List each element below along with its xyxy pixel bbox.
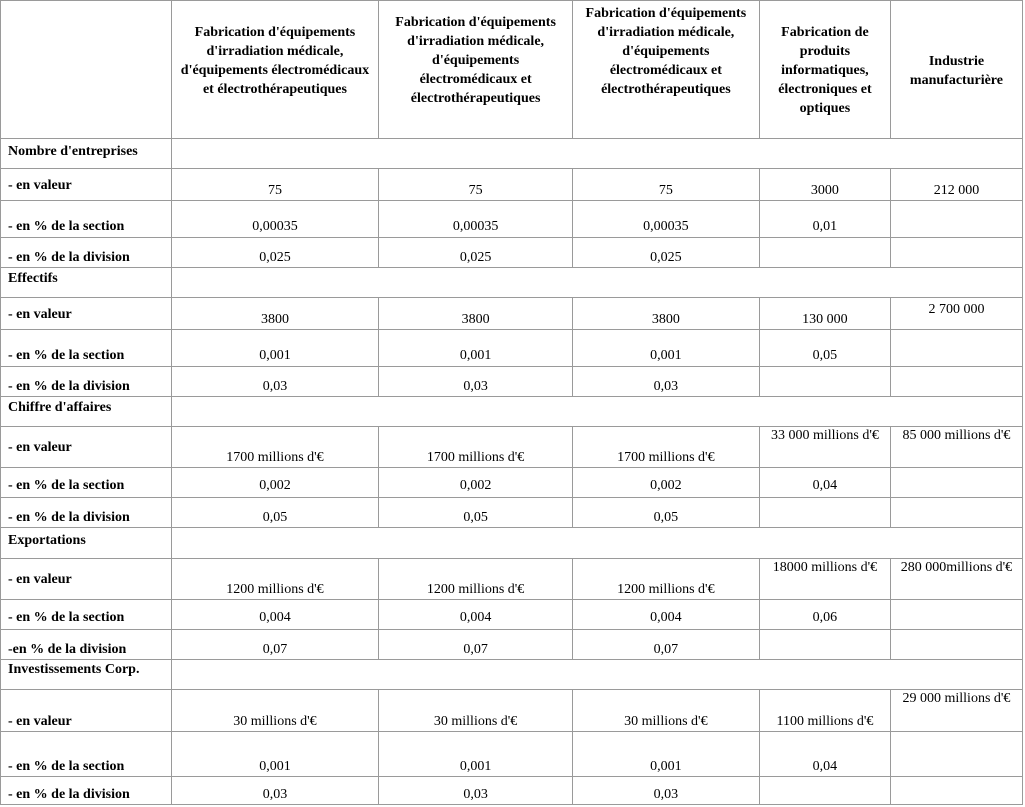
table-cell: 0,00035 [379,201,572,238]
section-spacer [171,139,1023,169]
table-cell: 0,04 [759,732,890,777]
table-cell: 18000 millions d'€ [759,559,890,600]
row-label: - en valeur [1,690,172,732]
table-cell: 3800 [379,298,572,330]
section-title: Chiffre d'affaires [1,397,172,427]
row-label: - en % de la division [1,238,172,268]
table-cell: 0,025 [171,238,379,268]
data-row [1,427,1023,468]
table-cell: 0,001 [572,330,759,367]
table-cell: 3800 [171,298,379,330]
header-col-1: Fabrication d'équipements d'irradiation médicale, d'équipements électromédicaux et électrothérapeutiques [171,1,379,139]
table-cell: 2 700 000 [890,298,1022,330]
table-cell [759,238,890,268]
data-row [1,468,1023,498]
table-cell: 0,03 [379,777,572,805]
table-cell: 0,001 [379,732,572,777]
table-cell: 30 millions d'€ [379,690,572,732]
table-cell: 1700 millions d'€ [379,427,572,468]
table-cell [759,498,890,528]
data-row [1,732,1023,777]
table-cell: 0,03 [171,777,379,805]
table-cell [890,498,1022,528]
table-cell: 0,00035 [572,201,759,238]
table-cell: 75 [572,169,759,201]
data-row [1,777,1023,805]
table-cell: 0,05 [572,498,759,528]
section-title: Investissements Corp. [1,660,172,690]
header-col-5: Industrie manufacturière [890,1,1022,139]
section-row [1,139,1023,169]
table-cell: 0,07 [572,630,759,660]
table-cell: 0,01 [759,201,890,238]
row-label: - en % de la section [1,201,172,238]
section-title: Effectifs [1,268,172,298]
table-cell: 75 [171,169,379,201]
table-cell: 130 000 [759,298,890,330]
data-row [1,498,1023,528]
table-cell: 30 millions d'€ [171,690,379,732]
table-cell [759,367,890,397]
table-cell [890,732,1022,777]
section-title: Nombre d'entreprises [1,139,172,169]
header-col-2: Fabrication d'équipements d'irradiation médicale, d'équipements électromédicaux et électrothérapeutiques [379,1,572,139]
table-cell: 0,001 [572,732,759,777]
table-cell: 0,03 [379,367,572,397]
table-cell: 30 millions d'€ [572,690,759,732]
table-cell: 1200 millions d'€ [171,559,379,600]
table-cell: 0,05 [171,498,379,528]
row-label: - en % de la section [1,600,172,630]
row-label: - en valeur [1,169,172,201]
section-row [1,268,1023,298]
table-cell [890,600,1022,630]
row-label: - en % de la section [1,468,172,498]
table-cell [890,468,1022,498]
table-cell: 1100 millions d'€ [759,690,890,732]
table-cell: 0,002 [379,468,572,498]
row-label: - en % de la section [1,732,172,777]
header-col-4: Fabrication de produits informatiques, électroniques et optiques [759,1,890,139]
table-cell: 280 000millions d'€ [890,559,1022,600]
data-row [1,559,1023,600]
table-cell [890,367,1022,397]
data-row [1,201,1023,238]
data-row [1,298,1023,330]
table-cell: 0,004 [171,600,379,630]
header-col-3: Fabrication d'équipements d'irradiation médicale, d'équipements électromédicaux et électrothérapeutiques [572,1,759,139]
data-row [1,630,1023,660]
data-row [1,169,1023,201]
table-cell: 1200 millions d'€ [379,559,572,600]
table-cell [759,630,890,660]
header-corner [1,1,172,139]
table-cell: 0,03 [572,367,759,397]
table-cell: 0,001 [379,330,572,367]
table-cell: 3000 [759,169,890,201]
table-cell: 1200 millions d'€ [572,559,759,600]
table-cell: 1700 millions d'€ [171,427,379,468]
row-label: - en valeur [1,298,172,330]
section-spacer [171,397,1023,427]
row-label: -en % de la division [1,630,172,660]
table-cell [890,201,1022,238]
table-cell: 0,004 [572,600,759,630]
table-cell: 0,07 [379,630,572,660]
row-label: - en valeur [1,559,172,600]
table-cell: 0,05 [379,498,572,528]
table-cell: 75 [379,169,572,201]
table-cell: 0,04 [759,468,890,498]
data-row [1,330,1023,367]
section-spacer [171,528,1023,559]
header-row [1,1,1023,139]
row-label: - en valeur [1,427,172,468]
table-cell: 29 000 millions d'€ [890,690,1022,732]
table-cell [759,777,890,805]
section-row [1,528,1023,559]
table-cell: 0,05 [759,330,890,367]
section-row [1,660,1023,690]
table-cell: 0,06 [759,600,890,630]
row-label: - en % de la section [1,330,172,367]
table-cell: 0,07 [171,630,379,660]
data-row [1,600,1023,630]
table-cell [890,777,1022,805]
table-cell: 0,001 [171,330,379,367]
table-cell: 0,025 [379,238,572,268]
table-cell [890,238,1022,268]
section-spacer [171,660,1023,690]
section-title: Exportations [1,528,172,559]
row-label: - en % de la division [1,498,172,528]
table-cell [890,330,1022,367]
table-cell: 0,002 [572,468,759,498]
section-spacer [171,268,1023,298]
table-cell: 0,00035 [171,201,379,238]
table-cell: 0,03 [572,777,759,805]
table-cell: 0,004 [379,600,572,630]
data-row [1,367,1023,397]
row-label: - en % de la division [1,777,172,805]
table-cell: 85 000 millions d'€ [890,427,1022,468]
table-cell: 0,001 [171,732,379,777]
section-row [1,397,1023,427]
table-cell: 0,025 [572,238,759,268]
table-cell: 1700 millions d'€ [572,427,759,468]
data-row [1,690,1023,732]
table-cell [890,630,1022,660]
table-cell: 0,03 [171,367,379,397]
table-cell: 0,002 [171,468,379,498]
table-cell: 212 000 [890,169,1022,201]
row-label: - en % de la division [1,367,172,397]
data-row [1,238,1023,268]
table-cell: 33 000 millions d'€ [759,427,890,468]
table-cell: 3800 [572,298,759,330]
